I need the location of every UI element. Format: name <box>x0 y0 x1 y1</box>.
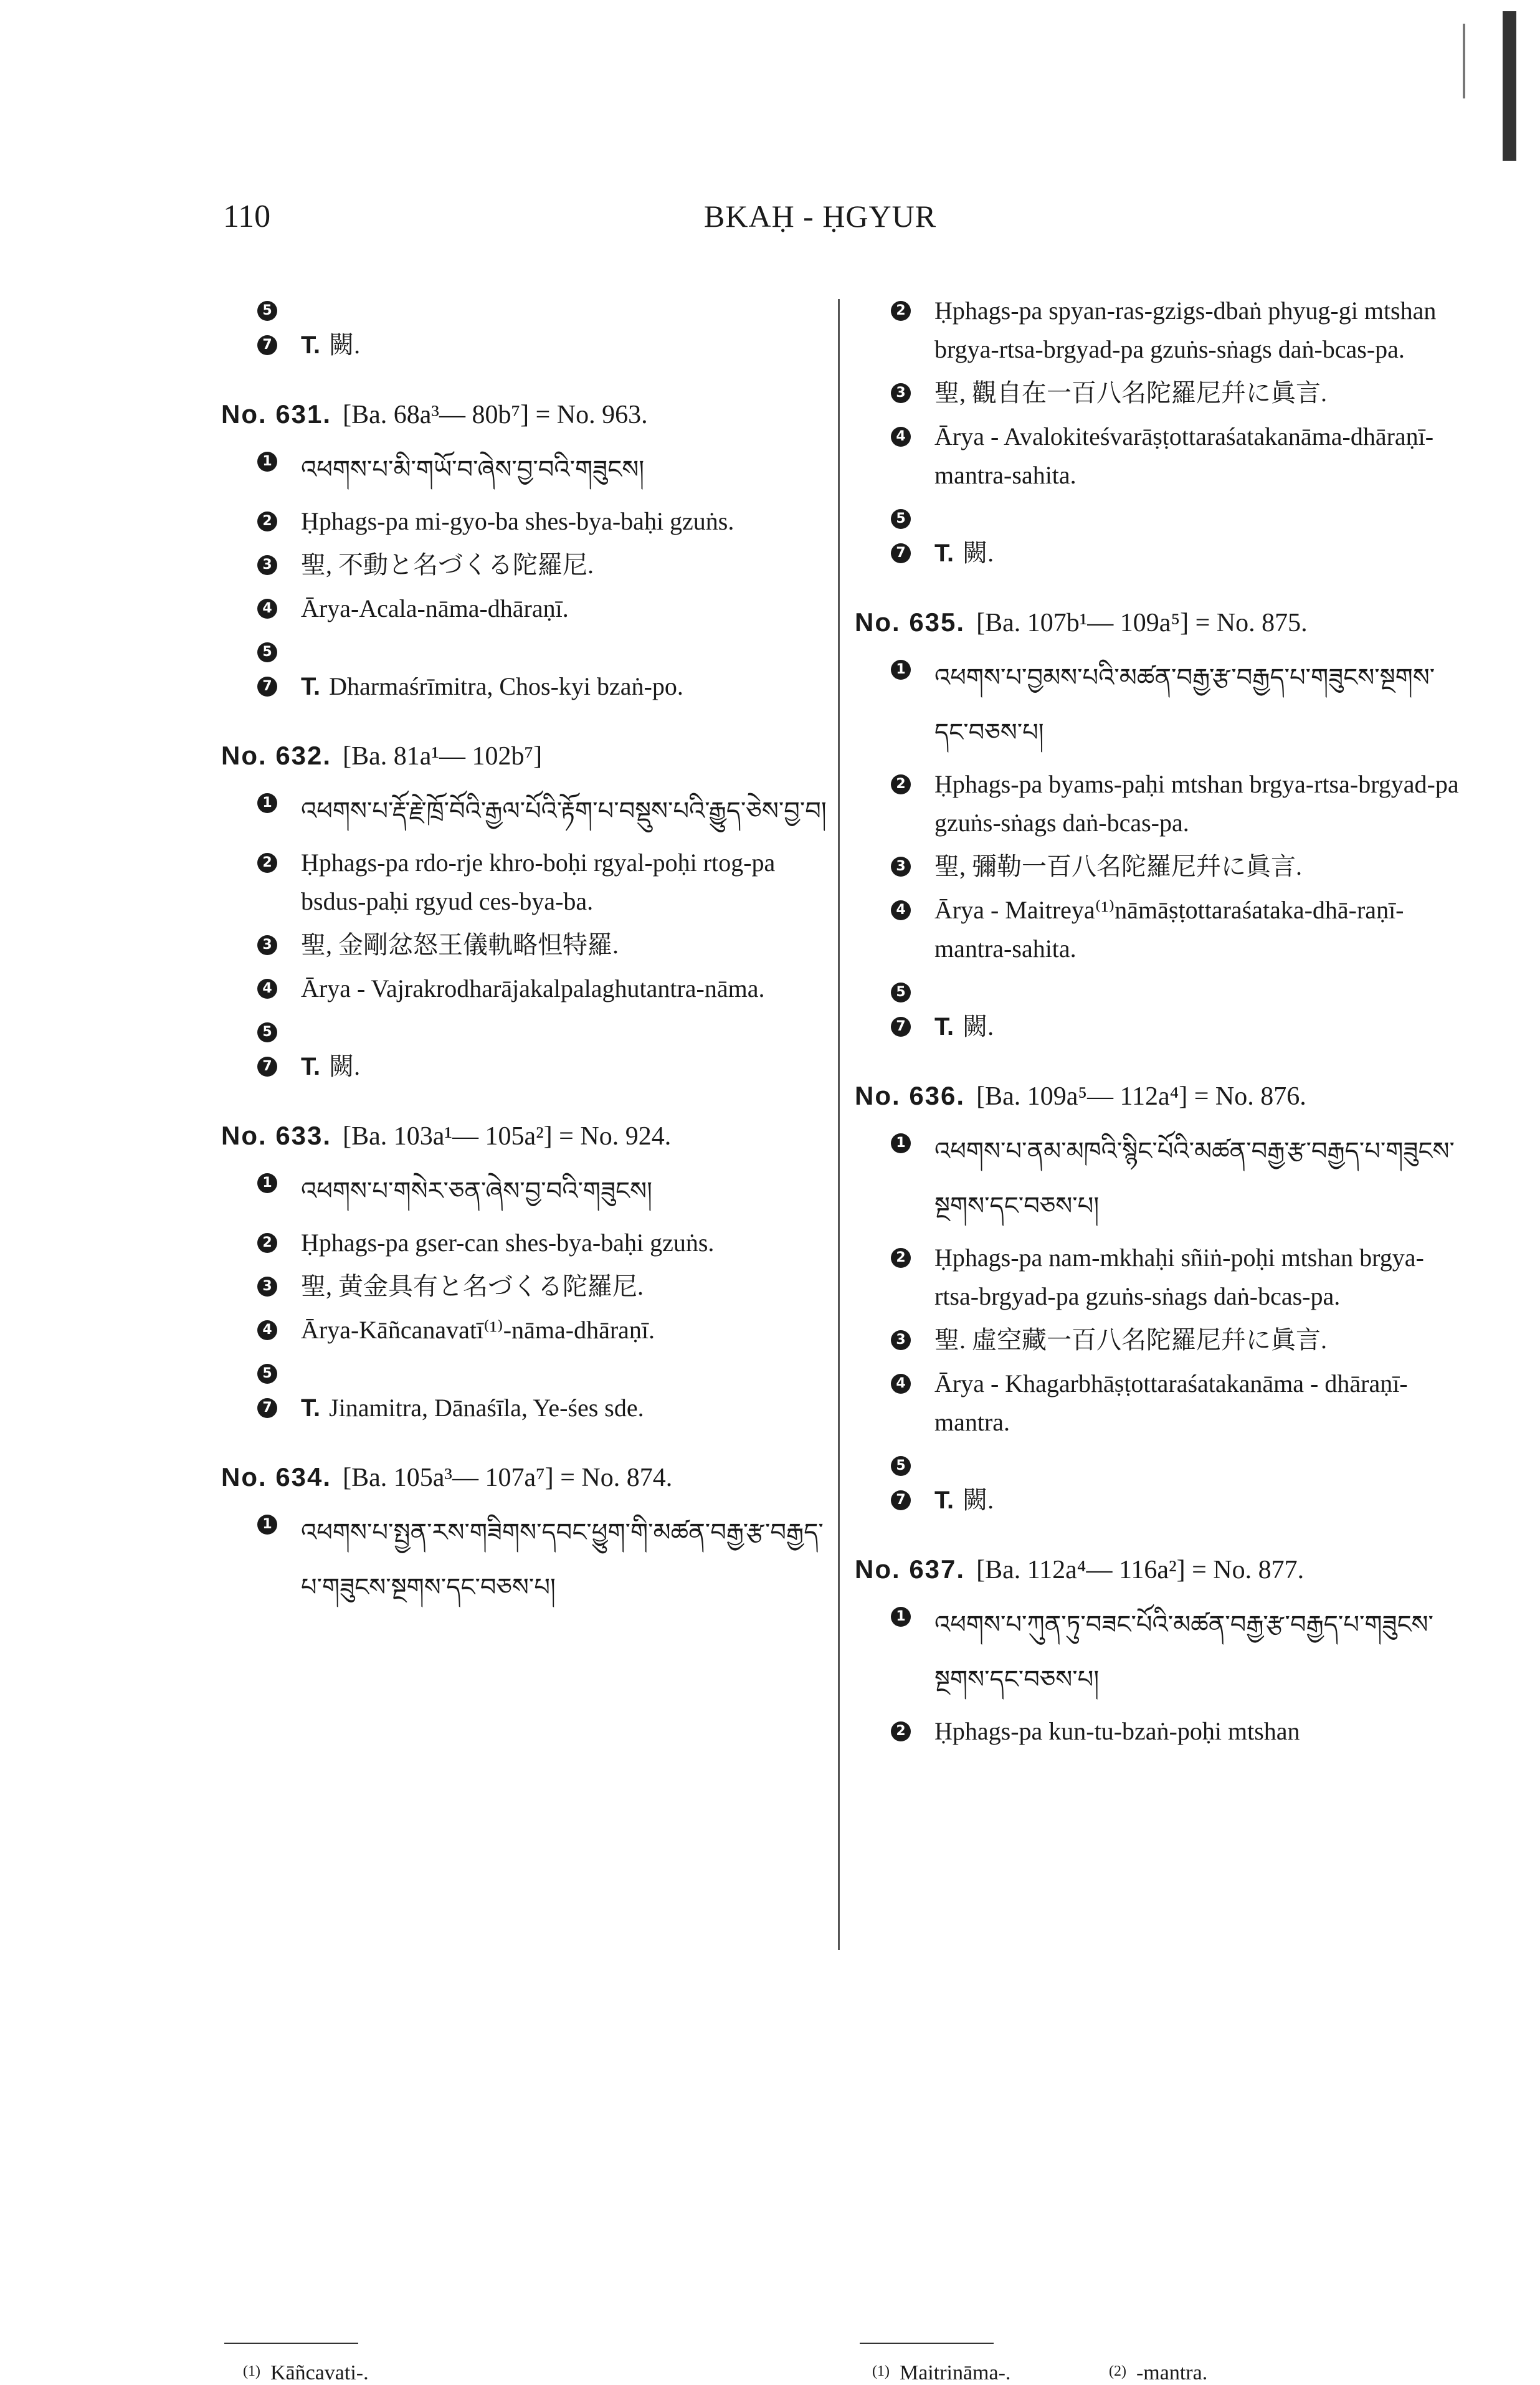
field-marker-icon: 5 <box>257 642 277 662</box>
entry-heading <box>221 1459 829 1497</box>
translator-line <box>301 1389 829 1427</box>
entry-reference: [Ba. 103a¹— 105a²] = No. 924. <box>343 1122 672 1151</box>
field-marker-icon: 3 <box>257 1277 277 1297</box>
entry-heading <box>221 396 829 434</box>
field-text: 聖, 觀自在一百八名陀羅尼幷に眞言. <box>934 379 1327 407</box>
translator-names: 闕. <box>962 1012 994 1040</box>
field-marker-icon: 2 <box>257 853 277 873</box>
entry-field <box>855 891 1462 968</box>
entry-heading <box>855 1551 1462 1589</box>
footnote-number: (1) <box>872 2363 890 2379</box>
entry-number: No. 632. <box>221 741 332 770</box>
entry-field <box>221 442 829 497</box>
entry-field <box>221 1389 829 1427</box>
field-marker-icon: 4 <box>891 1374 911 1394</box>
translator-label: T. <box>301 1053 321 1080</box>
field-marker-icon: 4 <box>891 427 911 447</box>
field-text: Ḥphags-pa gser-can shes-bya-baḥi gzuṅs. <box>301 1229 715 1257</box>
footnote-rule-left <box>224 2343 358 2344</box>
field-marker-icon: 7 <box>891 1490 911 1510</box>
entry-field <box>221 969 829 1008</box>
entry-reference: [Ba. 81a¹— 102b⁷] <box>343 742 543 771</box>
tibetan-title: འཕགས་པ་ནམ་མཁའི་སྙིང་པོའི་མཚན་བརྒྱ་རྩ་བརྒྱད་པ་གཟུངས་སྔགས་དང་བཅས་པ། <box>934 1137 1455 1221</box>
entry-field <box>855 847 1462 886</box>
entry-field <box>221 1505 829 1615</box>
entry-field <box>221 784 829 839</box>
page-edge-mark <box>1503 11 1516 161</box>
entry-reference: [Ba. 109a⁵— 112a⁴] = No. 876. <box>976 1082 1306 1111</box>
field-marker-icon: 7 <box>257 677 277 697</box>
running-title: BKAḤ - ḤGYUR <box>704 199 937 234</box>
entry-field <box>855 650 1462 760</box>
tibetan-title: འཕགས་པ་གསེར་ཅན་ཞེས་བྱ་བའི་གཟུངས། <box>301 1177 652 1206</box>
footnote-number: (1) <box>243 2363 260 2379</box>
field-text: Ārya-Acala-nāma-dhāraṇī. <box>301 594 569 622</box>
left-column <box>221 292 829 1646</box>
translator-names: 闕. <box>962 1486 994 1514</box>
entry-reference: [Ba. 105a³— 107a⁷] = No. 874. <box>343 1464 673 1492</box>
footnote-right-2 <box>1109 2361 1207 2385</box>
field-text: Ḥphags-pa rdo-rje khro-boḥi rgyal-poḥi rtog-pa bsdus-paḥi rgyud ces-bya-ba. <box>301 849 776 915</box>
entry-reference: [Ba. 112a⁴— 116a²] = No. 877. <box>976 1556 1305 1584</box>
field-marker-icon: 3 <box>257 935 277 955</box>
entry-heading <box>855 604 1462 642</box>
translator-label: T. <box>301 1394 321 1422</box>
translator-label: T. <box>301 673 321 700</box>
tibetan-title: འཕགས་པ་སྤྱན་རས་གཟིགས་དབང་ཕྱུག་གི་མཚན་བརྒྱ་རྩ་བརྒྱད་པ་གཟུངས་སྔགས་དང་བཅས་པ། <box>301 1518 824 1602</box>
translator-names: 闕. <box>962 539 994 567</box>
entry-field <box>221 926 829 964</box>
field-text: Ārya-Kāñcanavatī⁽¹⁾-nāma-dhāraṇī. <box>301 1316 655 1344</box>
field-marker-icon: 5 <box>257 1022 277 1042</box>
field-marker-icon: 3 <box>891 1330 911 1350</box>
field-marker-icon: 7 <box>257 1398 277 1418</box>
catalog-entry <box>855 1551 1462 1751</box>
field-marker-icon: 5 <box>891 1456 911 1476</box>
entry-number: No. 631. <box>221 399 332 429</box>
catalog-entry <box>221 396 829 706</box>
footnote-text: Maitrināma-. <box>899 2361 1011 2384</box>
entry-field <box>855 417 1462 495</box>
field-text: 聖, 彌勒一百八名陀羅尼幷に眞言. <box>934 852 1302 880</box>
footnote-number: (2) <box>1109 2363 1126 2379</box>
translator-label: T. <box>301 331 321 359</box>
entry-field <box>855 1124 1462 1234</box>
field-marker-icon: 1 <box>891 1133 911 1153</box>
entry-heading <box>221 1117 829 1155</box>
entry-heading <box>221 737 829 775</box>
translator-names: Jinamitra, Dānaśīla, Ye-śes sde. <box>329 1394 644 1422</box>
field-marker-icon: 2 <box>257 512 277 531</box>
entry-field <box>221 667 829 706</box>
footnote-rule-right <box>860 2343 994 2344</box>
catalog-entry <box>221 737 829 1086</box>
entry-field <box>855 1447 1462 1476</box>
field-marker-icon: 2 <box>891 1248 911 1268</box>
tibetan-title: འཕགས་པ་ཀུན་ཏུ་བཟང་པོའི་མཚན་བརྒྱ་རྩ་བརྒྱད་པ་གཟུངས་སྔགས་དང་བཅས་པ། <box>934 1611 1433 1694</box>
field-text: Ḥphags-pa nam-mkhaḥi sñiṅ-poḥi mtshan brgya-rtsa-brgyad-pa gzuṅs-sṅags daṅ-bcas-pa. <box>934 1244 1424 1310</box>
entry-number: No. 637. <box>855 1554 966 1584</box>
translator-line <box>934 534 1462 573</box>
right-column <box>855 292 1462 1782</box>
entry-field <box>855 973 1462 1002</box>
entry-reference: [Ba. 68a³— 80b⁷] = No. 963. <box>343 401 648 429</box>
translator-names: Dharmaśrīmitra, Chos-kyi bzaṅ-po. <box>329 672 683 700</box>
field-marker-icon: 1 <box>257 452 277 472</box>
field-text: Ḥphags-pa spyan-ras-gzigs-dbaṅ phyug-gi mtshan brgya-rtsa-brgyad-pa gzuṅs-sṅags daṅ-bcas-pa. <box>934 297 1437 363</box>
entry-field <box>221 326 829 364</box>
entry-field <box>221 844 829 921</box>
footnote-left-1 <box>243 2361 369 2385</box>
entry-field <box>855 1597 1462 1707</box>
tibetan-title: འཕགས་པ་མི་གཡོ་བ་ཞེས་བྱ་བའི་གཟུངས། <box>301 455 645 484</box>
field-marker-icon: 1 <box>891 1607 911 1627</box>
page-edge-stroke <box>1463 24 1465 98</box>
entry-field <box>855 1007 1462 1046</box>
catalog-entry <box>855 604 1462 1046</box>
field-marker-icon: 5 <box>891 509 911 529</box>
field-marker-icon: 7 <box>891 543 911 563</box>
field-text: Ḥphags-pa kun-tu-bzaṅ-poḥi mtshan <box>934 1717 1300 1745</box>
catalog-entry <box>855 292 1462 573</box>
field-marker-icon: 1 <box>891 660 911 680</box>
translator-line <box>301 1047 829 1086</box>
field-marker-icon: 2 <box>257 1233 277 1253</box>
field-marker-icon: 4 <box>257 979 277 999</box>
entry-number: No. 634. <box>221 1462 332 1492</box>
entry-field <box>855 1712 1462 1751</box>
translator-label: T. <box>934 1487 954 1514</box>
column-divider <box>838 299 840 1950</box>
translator-label: T. <box>934 540 954 567</box>
field-marker-icon: 5 <box>257 301 277 321</box>
field-text: 聖. 虛空藏一百八名陀羅尼幷に眞言. <box>934 1326 1327 1354</box>
entry-field <box>221 1354 829 1384</box>
translator-line <box>934 1007 1462 1046</box>
translator-line <box>301 667 829 706</box>
entry-field <box>855 1481 1462 1520</box>
entry-number: No. 635. <box>855 607 966 637</box>
field-marker-icon: 7 <box>257 1057 277 1077</box>
entry-field <box>221 589 829 628</box>
entry-field <box>221 1311 829 1350</box>
field-marker-icon: 7 <box>257 335 277 355</box>
translator-line <box>301 326 829 364</box>
tibetan-title: འཕགས་པ་རྡོ་རྗེ་ཁྲོ་བོའི་རྒྱལ་པོའི་རྟོག་པ་བསྡུས་པའི་རྒྱུད་ཅེས་བྱ་བ། <box>301 797 827 826</box>
entry-field <box>855 292 1462 369</box>
entry-reference: [Ba. 107b¹— 109a⁵] = No. 875. <box>976 609 1308 637</box>
footnote-text: Kāñcavati-. <box>270 2361 369 2384</box>
entry-field <box>855 1364 1462 1442</box>
entry-field <box>221 1013 829 1042</box>
entry-field <box>221 1164 829 1219</box>
entry-field <box>855 374 1462 412</box>
field-marker-icon: 3 <box>891 857 911 877</box>
footnote-text: -mantra. <box>1136 2361 1208 2384</box>
field-text: Ārya - Avalokiteśvarāṣṭottaraśatakanāma-dhāraṇī-mantra-sahita. <box>934 422 1434 489</box>
field-marker-icon: 2 <box>891 1721 911 1741</box>
field-text: Ḥphags-pa mi-gyo-ba shes-bya-baḥi gzuṅs. <box>301 507 734 535</box>
translator-names: 闕. <box>329 1052 361 1080</box>
entry-field <box>221 502 829 541</box>
entry-field <box>855 500 1462 529</box>
field-marker-icon: 1 <box>257 1173 277 1193</box>
field-marker-icon: 4 <box>891 900 911 920</box>
field-marker-icon: 5 <box>257 1364 277 1384</box>
entry-field <box>221 1267 829 1306</box>
field-marker-icon: 1 <box>257 793 277 813</box>
entry-field <box>221 546 829 584</box>
field-text: Ḥphags-pa byams-paḥi mtshan brgya-rtsa-brgyad-pa gzuṅs-sṅags daṅ-bcas-pa. <box>934 770 1459 837</box>
entry-field <box>855 765 1462 842</box>
tibetan-title: འཕགས་པ་བྱམས་པའི་མཚན་བརྒྱ་རྩ་བརྒྱད་པ་གཟུངས་སྔགས་དང་བཅས་པ། <box>934 664 1435 747</box>
field-text: Ārya - Maitreya⁽¹⁾nāmāṣṭottaraśataka-dhā-raṇī-mantra-sahita. <box>934 896 1404 963</box>
translator-line <box>934 1481 1462 1520</box>
field-marker-icon: 3 <box>891 383 911 403</box>
field-text: 聖, 黄金具有と名づくる陀羅尼. <box>301 1272 644 1300</box>
field-marker-icon: 1 <box>257 1515 277 1535</box>
entry-number: No. 636. <box>855 1081 966 1110</box>
field-marker-icon: 5 <box>891 983 911 1002</box>
entry-field <box>855 1239 1462 1316</box>
field-marker-icon: 7 <box>891 1017 911 1037</box>
catalog-entry <box>855 1077 1462 1520</box>
catalog-entry <box>221 292 829 364</box>
entry-field <box>221 1224 829 1262</box>
page-number: 110 <box>223 199 271 234</box>
field-marker-icon: 2 <box>891 301 911 321</box>
translator-label: T. <box>934 1013 954 1040</box>
field-text: 聖, 金剛忿怒王儀軌略怛特羅. <box>301 931 619 959</box>
field-marker-icon: 3 <box>257 555 277 575</box>
field-marker-icon: 4 <box>257 1320 277 1340</box>
footnote-right-1 <box>872 2361 1010 2385</box>
field-marker-icon: 2 <box>891 774 911 794</box>
entry-field <box>221 292 829 321</box>
catalog-entry <box>221 1117 829 1427</box>
entry-field <box>221 1047 829 1086</box>
catalog-entry <box>221 1459 829 1615</box>
entry-field <box>855 1321 1462 1359</box>
field-marker-icon: 4 <box>257 599 277 619</box>
field-text: Ārya - Vajrakrodharājakalpalaghutantra-nāma. <box>301 974 765 1002</box>
translator-names: 闕. <box>329 331 361 359</box>
field-text: 聖, 不動と名づくる陀羅尼. <box>301 551 594 579</box>
entry-field <box>855 534 1462 573</box>
entry-number: No. 633. <box>221 1121 332 1150</box>
entry-field <box>221 633 829 662</box>
entry-heading <box>855 1077 1462 1115</box>
field-text: Ārya - Khagarbhāṣṭottaraśatakanāma - dhāraṇī-mantra. <box>934 1369 1408 1436</box>
